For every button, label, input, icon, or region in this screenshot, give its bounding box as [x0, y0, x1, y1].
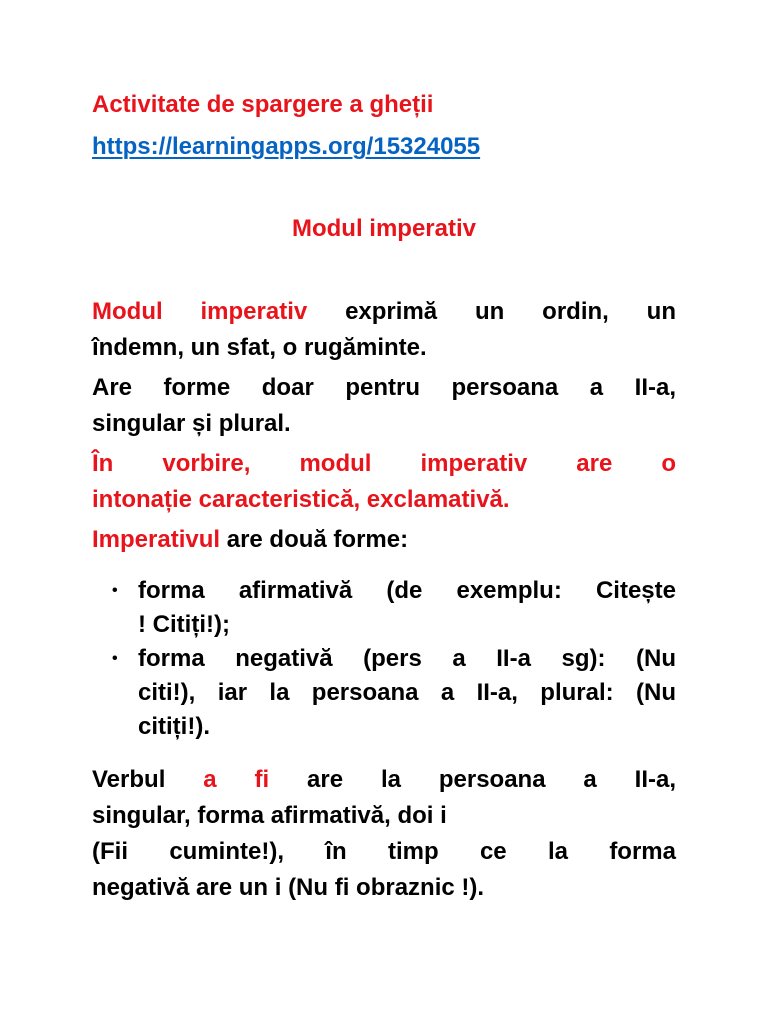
forms-paragraph [92, 370, 676, 442]
definition-line-1: Modul imperativ exprimă un ordin, un [92, 298, 676, 325]
bullet-icon: • [112, 650, 118, 667]
intonation-line-2: intonație caracteristică, exclamativă. [92, 486, 510, 513]
term-a-fi: a fi [203, 766, 270, 793]
two-forms-paragraph: Imperativul are două forme: [92, 526, 409, 553]
intonation-line-1: În vorbire, modul imperativ are o [92, 450, 676, 477]
verb-a-fi-paragraph [92, 762, 676, 906]
verb-line-1: Verbul a fi are la persoana a II-a, [92, 766, 677, 793]
term-modul-imperativ: Modul imperativ [92, 298, 308, 325]
bullet-icon: • [112, 582, 118, 599]
verb-line-4: negativă are un i (Nu fi obraznic !). [92, 874, 485, 901]
forms-list [112, 574, 676, 744]
term-imperativul: Imperativul [92, 526, 221, 553]
verb-line-2: singular, forma afirmativă, doi i [92, 802, 447, 829]
learningapps-link[interactable]: https://learningapps.org/15324055 [92, 133, 481, 160]
definition-line-2: îndemn, un sfat, o rugăminte. [92, 334, 427, 361]
list-item: • forma negativă (pers a II-a sg): (Nu citi!), iar la persoana a II-a, plural: (Nu citiți!). [112, 642, 676, 744]
section-heading: Modul imperativ [291, 215, 477, 242]
intonation-paragraph [92, 446, 676, 518]
list-item: • forma afirmativă (de exemplu: Citește ! Citiți!); [112, 574, 676, 642]
forms-line-1: Are forme doar pentru persoana a II-a, [92, 374, 676, 401]
forms-line-2: singular și plural. [92, 410, 291, 437]
document-title: Activitate de spargere a gheții [92, 91, 434, 118]
definition-paragraph [92, 294, 676, 366]
verb-line-3: (Fii cuminte!), în timp ce la forma [92, 838, 676, 865]
